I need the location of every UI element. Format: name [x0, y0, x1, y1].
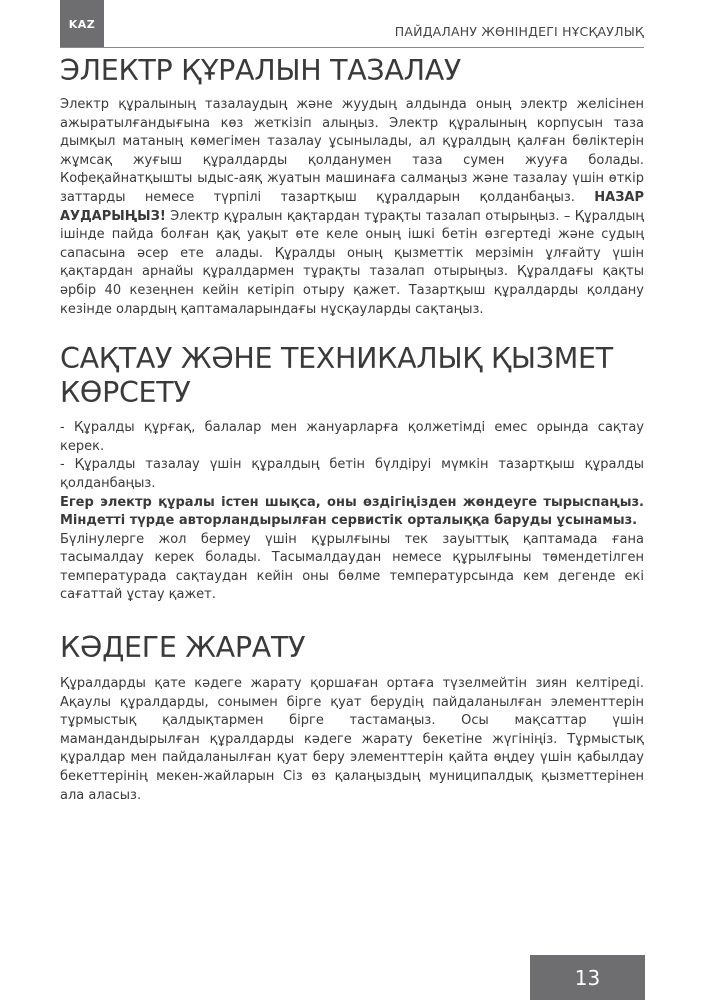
- document-title-header: ПАЙДАЛАНУ ЖӨНІНДЕГІ НҰСҚАУЛЫҚ: [394, 24, 644, 39]
- storage-item-2: - Құралды тазалау үшін құралдың бетін бүлдіруі мүмкін тазартқыш құралды қолданбаңыз.: [60, 457, 644, 491]
- repair-warning: Егер электр құралы істен шықса, оны өздігіңізден жөндеуге тырыспаңыз. Міндетті түрде авторландырылған сервистік орталыққа баруды ұсынамыз.: [60, 494, 644, 529]
- section-storage: [60, 342, 644, 605]
- transport-paragraph: Бүлінулерге жол бермеу үшін құрылғыны тек зауыттық қаптамада ғана тасымалдау керек болады. Тасымалдаудан немесе құрылғыны төмендетілген температурада сақтаудан кейін оны бөлме температурсында кем дегенде екі сағаттай ұстау қажет.: [60, 531, 644, 603]
- section-disposal: [60, 631, 644, 805]
- page-number: 13: [530, 955, 645, 1000]
- section-title-storage: САҚТАУ ЖӘНЕ ТЕХНИКАЛЫҚ ҚЫЗМЕТ КӨРСЕТУ: [60, 342, 613, 410]
- section-cleaning: [60, 54, 644, 319]
- header-divider: [60, 47, 644, 48]
- attention-label: НАЗАР АУДАРЫҢЫЗ!: [60, 189, 645, 224]
- section-title-cleaning: ЭЛЕКТР ҚҰРАЛЫН ТАЗАЛАУ: [60, 54, 461, 87]
- language-tab: KAZ: [60, 0, 104, 48]
- cleaning-paragraph: [60, 96, 644, 319]
- page-content: [60, 54, 644, 833]
- section-title-disposal: КӘДЕГЕ ЖАРАТУ: [60, 631, 306, 665]
- attention-text: Электр құралын қақтардан тұрақты тазалап отырыңыз. – Құралдың ішінде пайда болған қақ уақыт өте келе оның ішкі бетін өзгертеді және судың сапасына әсер ете алады. Құралды оның қызметтік мерзімін ұлғайту үшін қақтардан арнайы құралдармен тұрақты тазалап отырыңыз. Құралдағы қақты әрбір 40 кезеңнен кейін кетіріп отыру қажет. Тазартқыш құралдарды қолдану кезінде олардың қаптамаларындағы нұсқауларды сақтаңыз.: [60, 208, 644, 317]
- disposal-paragraph: Құралдарды қате кәдеге жарату қоршаған ортаға түзелмейтін зиян келтіреді. Ақаулы құралдарды, сонымен бірге қуат берудің пайдаланылған элементтерін тұрмыстық қалдықтармен бірге тастамаңыз. Осы мақсаттар үшін мамандандырылған құралдарды кәдеге жарату бекетіне жүгініңіз. Тұрмыстық құралдар мен пайдаланылған қуат беру элементтерін қайта өңдеу үшін қабылдау бекеттерінің мекен-жайларын Сіз өз қалаңыздың муниципалдық қызметтерінен ала аласыз.: [60, 676, 644, 803]
- cleaning-text: Электр құралының тазалаудың және жуудың алдында оның электр желісінен ажыратылғандығына көз жеткізіп алыңыз. Электр құралының корпусын таза дымқыл матаның көмегімен тазалау ұсынылады, ал құралдың қалған бөліктерін жұмсақ жуғыш құралдарды қолданумен таза сумен жууға болады. Кофеқайнатқышты ыдыс-аяқ жуатын машинаға салмаңыз және тазалау үшін өткір заттарды немесе түрпілі тазартқыш құралдарын қолданбаңыз.: [60, 97, 644, 205]
- storage-item-1: - Құралды құрғақ, балалар мен жануарларға қолжетімді емес орында сақтау керек.: [60, 420, 644, 454]
